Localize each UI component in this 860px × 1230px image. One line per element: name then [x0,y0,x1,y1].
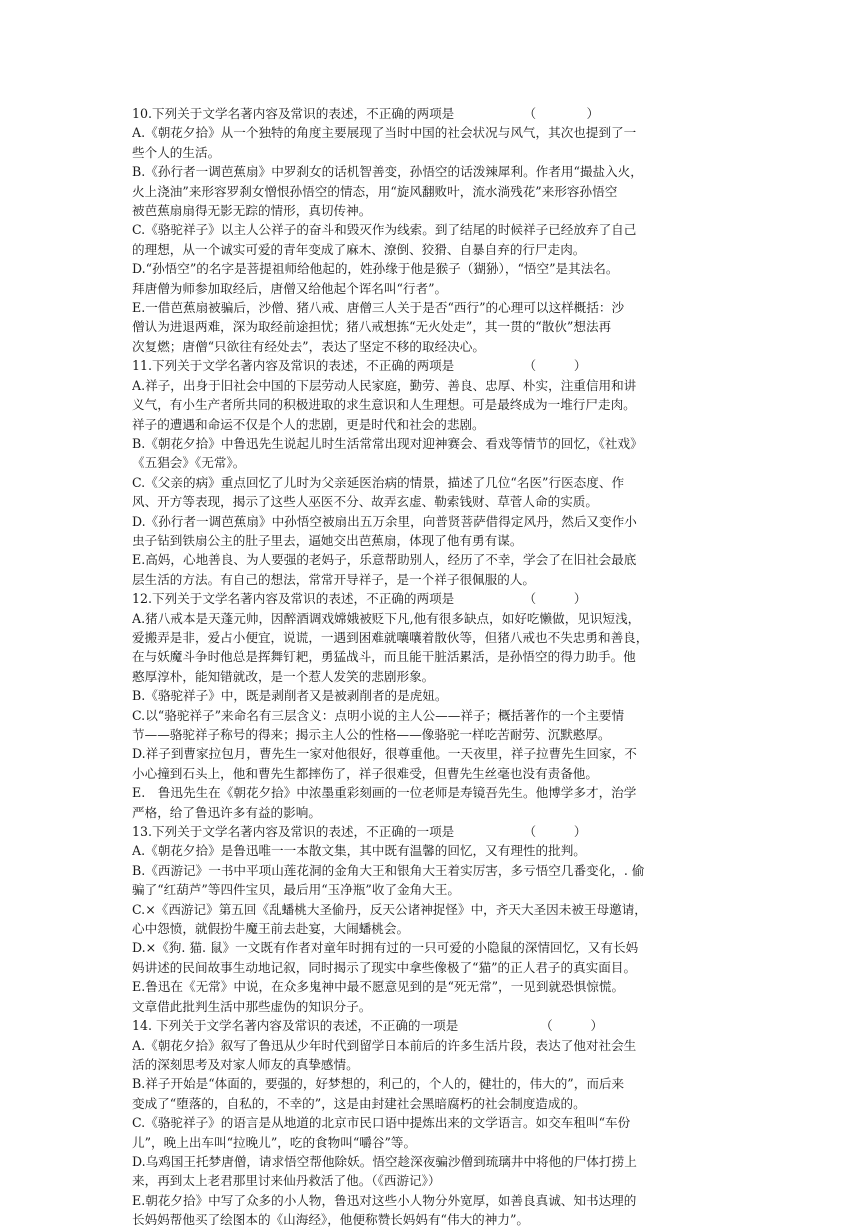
text-line: 严格，给了鲁迅许多有益的影响。 [132,804,321,820]
text-line: D.乌鸡国王托梦唐僧，请求悟空帮他除妖。悟空趁深夜骗沙僧到琉璃井中将他的尸体打捞上 [132,1153,637,1169]
text-line: A.《朝花夕拾》从一个独特的角度主要展现了当时中国的社会状况与风气，其次也提到了一 [132,125,637,141]
text-line: 层生活的方法。有自己的想法，常常开导祥子，是一个祥子很佩服的人。 [132,571,535,587]
text-line: A.祥子，出身于旧社会中国的下层劳动人民家庭，勤劳、善良、忠厚、朴实，注重信用和讲 [132,377,637,393]
text-line: E. 鲁迅先生在《朝花夕拾》中浓墨重彩刻画的一位老师是寿镜吾先生。他博学多才，治学 [132,785,637,801]
text-line: 被芭蕉扇扇得无影无踪的情形，真切传神。 [132,203,372,219]
text-line: B.《朝花夕拾》中鲁迅先生说起儿时生活常常出现对迎神赛会、看戏等情节的回忆，《社戏》 [132,435,643,451]
text-line: 些个人的生活。 [132,144,221,160]
text-line: D.《孙行者一调芭蕉扇》中孙悟空被扇出五万余里，向普贤菩萨借得定风丹，然后又变作小 [132,513,637,529]
text-line: 憨厚淳朴，能知错就改，是一个惹人发笑的悲剧形象。 [132,668,435,684]
text-line: 11.下列关于文学名著内容及常识的表述，不正确的两项是 （ ） [132,358,587,374]
text-line: B.祥子开始是“体面的，要强的，好梦想的，利己的，个人的，健壮的，伟大的”，而后来 [132,1076,625,1092]
text-line: 在与妖魔斗争时他总是挥舞钉耙，勇猛战斗，而且能干脏活累活，是孙悟空的得力助手。他 [132,649,636,665]
text-line: C.《父亲的病》重点回忆了儿时为父亲延医治病的情景，描述了几位“名医”行医态度、作 [132,474,625,490]
text-line: 次复燃；唐僧“只欲往有经处去”，表达了坚定不移的取经决心。 [132,338,485,354]
text-line: 长妈妈帮他买了绘图本的《山海经》，他便称赞长妈妈有“伟大的神力”。 [132,1212,529,1228]
text-line: 骗了“红葫芦”等四件宝贝，最后用“玉净瓶”收了金角大王。 [132,882,461,898]
text-line: 爱搬弄是非，爱占小便宜，说谎，一遇到困难就嚷嚷着散伙等，但猪八戒也不失忠勇和善良， [132,629,649,645]
text-line: 10.下列关于文学名著内容及常识的表述，不正确的两项是 （ ） [132,106,600,121]
text-line: 小心撞到石头上，他和曹先生都摔伤了，祥子很难受，但曹先生丝毫也没有责备他。 [132,765,598,781]
text-line: D.×《狗. 猫. 鼠》一文既有作者对童年时拥有过的一只可爱的小隐鼠的深情回忆，又有长妈 [132,940,639,956]
text-line: 儿”，晚上出车叫“拉晚儿”，吃的食物叫“嚼谷”等。 [132,1134,417,1150]
text-line: A.《朝花夕拾》是鲁迅唯一一本散文集，其中既有温馨的回忆，又有理性的批判。 [132,843,586,859]
text-line: 节——骆驼祥子称号的得来；揭示主人公的性格——像骆驼一样吃苦耐劳、沉默憨厚。 [132,727,611,742]
text-line: 变成了“堕落的，自私的，不幸的”，这是由封建社会黑暗腐朽的社会制度造成的。 [132,1095,586,1111]
text-line: 虫子钻到铁扇公主的肚子里去，逼她交出芭蕉扇，体现了他有勇有谋。 [132,532,523,548]
text-line: 僧认为进退两难，深为取经前途担忧；猪八戒想拣“无火处走”，其一贯的“散伙”想法再 [132,319,612,335]
text-line: E.一借芭蕉扇被骗后，沙僧、猪八戒、唐僧三人关于是否“西行”的心理可以这样概括：沙 [132,300,625,316]
text-line: 心中怨愤，就假扮牛魔王前去赴宴，大闹蟠桃会。 [132,921,410,937]
text-line: B.《骆驼祥子》中，既是剥削者又是被剥削者的是虎妞。 [132,688,448,704]
text-line: 火上浇油”来形容罗刹女憎恨孙悟空的情态，用“旋风翻败叶，流水淌残花”来形容孙悟空 [132,183,618,199]
text-line: A.《朝花夕拾》叙写了鲁迅从少年时代到留学日本前后的许多生活片段，表达了他对社会生 [132,1037,637,1053]
text-line: B.《西游记》一书中平项山莲花洞的金角大王和银角大王着实厉害，多亏悟空几番变化，. 偷 [132,862,645,878]
text-line: C.×《西游记》第五回《乱蟠桃大圣偷丹，反天公诸神捉怪》中，齐天大圣因未被王母邀请， [132,901,647,917]
text-line: 12.下列关于文学名著内容及常识的表述，不正确的两项是 （ ） [132,591,587,607]
text-line: E.高妈，心地善良、为人要强的老妈子，乐意帮助别人，经历了不幸，学会了在旧社会最底 [132,552,637,568]
text-line: E.鲁迅在《无常》中说，在众多鬼神中最不愿意见到的是“死无常”，一见到就恐惧惊慌。 [132,979,625,995]
text-line: 《五猖会》《无常》。 [132,455,246,471]
text-line: 义气，有小生产者所共同的积极进取的求生意识和人生理想。可是最终成为一堆行尸走肉。 [132,397,636,413]
text-line: E.朝花夕拾》中写了众多的小人物，鲁迅对这些小人物分外宽厚，如善良真诚、知书达理的 [132,1192,637,1208]
text-line: D.祥子到曹家拉包月，曹先生一家对他很好，很尊重他。一天夜里，祥子拉曹先生回家，不 [132,746,637,762]
text-line: 13.下列关于文学名著内容及常识的表述，不正确的一项是 （ ） [132,824,587,840]
text-line: 妈讲述的民间故事生动地记叙，同时揭示了现实中拿些像极了“猫”的正人君子的真实面目。 [132,959,637,975]
text-line: B.《孙行者一调芭蕉扇》中罗刹女的话机智善变，孙悟空的话泼辣犀利。作者用“撮盐入火， [132,164,643,180]
text-line: 14. 下列关于文学名著内容及常识的表述，不正确的一项是 （ ） [132,1018,604,1034]
text-line: C.《骆驼祥子》的语言是从地道的北京市民口语中提炼出来的文学语言。如交车租叫“车份 [132,1115,631,1131]
exam-page [132,104,732,1230]
text-line: 的理想，从一个诚实可爱的青年变成了麻木、潦倒、狡猾、自暴自弃的行尸走肉。 [132,241,586,257]
text-line: 文章借此批判生活中那些虚伪的知识分子。 [132,998,372,1014]
text-line: 祥子的遭遇和命运不仅是个人的悲剧，更是时代和社会的悲剧。 [132,416,485,432]
text-line: 拜唐僧为师参加取经后，唐僧又给他起个诨名叫“行者”。 [132,280,448,296]
text-line: 活的深刻思考及对家人师友的真挚感情。 [132,1056,359,1072]
text-line: A.猪八戒本是天蓬元帅，因醉酒调戏嫦娥被贬下凡,他有很多缺点，如好吃懒做，见识短浅， [132,610,641,626]
text-line: C.以“骆驼祥子”来命名有三层含义：点明小说的主人公——祥子；概括著作的一个主要情 [132,707,625,723]
text-line: D.“孙悟空”的名字是菩提祖师给他起的，姓孙缘于他是猴子（猢狲），“悟空”是其法名。 [132,261,619,277]
text-line: 来，再到太上老君那里讨来仙丹救活了他。（《西游记》） [132,1173,441,1189]
text-line: C.《骆驼祥子》以主人公祥子的奋斗和毁灭作为线索。到了结尾的时候祥子已经放弃了自己 [132,222,637,238]
text-line: 风、开方等表现，揭示了这些人巫医不分、故弄玄虚、勒索钱财、草菅人命的实质。 [132,494,598,510]
